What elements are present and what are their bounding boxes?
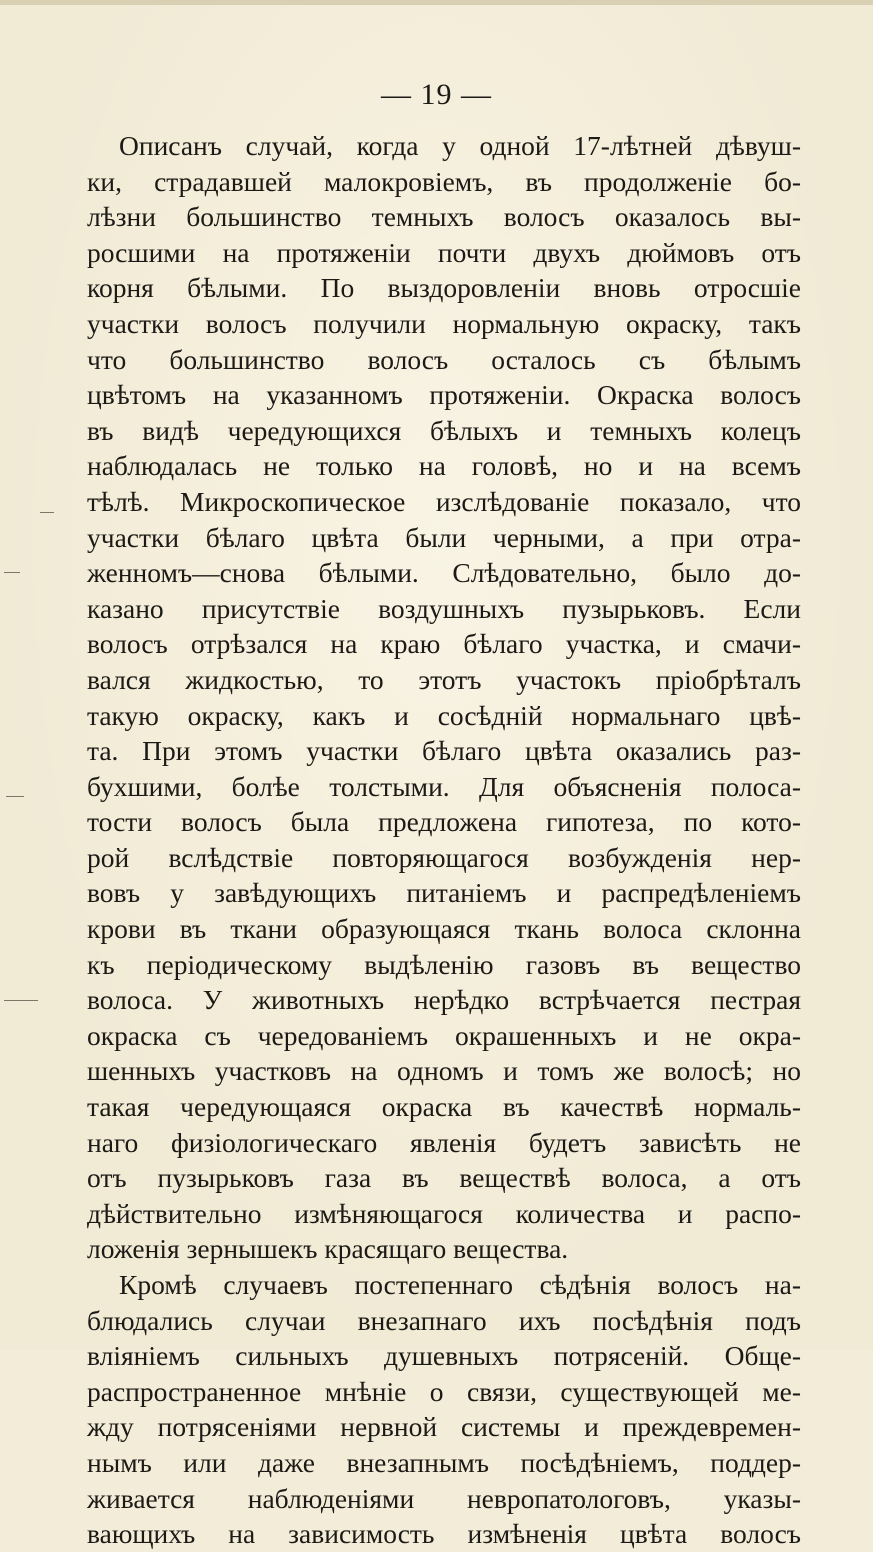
- text-line: ложенія зернышекъ красящаго вещества.: [87, 1233, 569, 1265]
- page-edge: [0, 0, 873, 5]
- text-line: живается наблюденіями невропатологовъ, указы-: [87, 1482, 801, 1514]
- text-line: вліяніемъ сильныхъ душевныхъ потрясеній. Обще-: [87, 1340, 801, 1372]
- text-line: волоса. У животныхъ нерѣдко встрѣчается пестрая: [87, 984, 801, 1016]
- text-line: жду потрясеніями нервной системы и преждевремен-: [87, 1411, 801, 1443]
- text-line: наблюдалась не только на головѣ, но и на всемъ: [87, 450, 801, 482]
- text-line: шенныхъ участковъ на одномъ и томъ же волосѣ; но: [87, 1055, 801, 1087]
- text-line: такая чередующаяся окраска въ качествѣ нормаль-: [87, 1091, 801, 1123]
- text-line: окраска съ чередованіемъ окрашенныхъ и не окра-: [87, 1019, 801, 1051]
- text-line: лѣзни большинство темныхъ волосъ оказалось вы-: [87, 201, 801, 233]
- text-line: участки бѣлаго цвѣта были черными, а при отра-: [87, 521, 801, 553]
- text-line: Кромѣ случаевъ постепеннаго сѣдѣнія волосъ на-: [119, 1269, 801, 1300]
- text-line: та. При этомъ участки бѣлаго цвѣта оказались раз-: [87, 735, 801, 767]
- text-line: отъ пузырьковъ газа въ веществѣ волоса, а отъ: [87, 1162, 801, 1194]
- text-line: вающихъ на зависимость измѣненія цвѣта волосъ: [87, 1518, 801, 1550]
- text-line: такую окраску, какъ и сосѣдній нормальнаго цвѣ-: [87, 699, 801, 731]
- text-line: въ видѣ чередующихся бѣлыхъ и темныхъ колецъ: [87, 414, 801, 446]
- margin-mark: [4, 572, 20, 573]
- text-line: къ періодическому выдѣленію газовъ въ вещество: [87, 948, 801, 980]
- margin-mark: [6, 796, 24, 797]
- text-line: рой вслѣдствіе повторяющагося возбужденія нер-: [87, 841, 801, 873]
- text-line: наго физіологическаго явленія будетъ зависѣть не: [87, 1126, 801, 1158]
- text-line: казано присутствіе воздушныхъ пузырьковъ. Если: [87, 592, 801, 624]
- page-number: — 19 —: [381, 78, 492, 111]
- paragraph: [87, 1267, 801, 1552]
- paragraph: [87, 128, 801, 1267]
- text-line: Описанъ случай, когда у одной 17-лѣтней дѣвуш-: [119, 130, 801, 161]
- text-line: блюдались случаи внезапнаго ихъ посѣдѣнія подъ: [87, 1304, 801, 1336]
- text-line: участки волосъ получили нормальную окраску, такъ: [87, 307, 801, 339]
- margin-mark: [40, 512, 54, 513]
- text-line: волосъ отрѣзался на краю бѣлаго участка, и смачи-: [87, 628, 801, 660]
- text-line: корня бѣлыми. По выздоровленіи вновь отросшіе: [87, 272, 801, 304]
- body-text: [87, 128, 801, 1552]
- text-line: распространенное мнѣніе о связи, существующей ме-: [87, 1375, 801, 1407]
- text-line: вовъ у завѣдующихъ питаніемъ и распредѣленіемъ: [87, 877, 801, 909]
- margin-mark: [4, 1000, 38, 1001]
- text-line: цвѣтомъ на указанномъ протяженіи. Окраска волосъ: [87, 379, 801, 411]
- text-line: что большинство волосъ осталось съ бѣлымъ: [87, 343, 801, 375]
- text-line: росшими на протяженіи почти двухъ дюймовъ отъ: [87, 236, 801, 268]
- text-line: тости волосъ была предложена гипотеза, по кото-: [87, 806, 801, 838]
- text-line: ки, страдавшей малокровіемъ, въ продолженіе бо-: [87, 165, 801, 197]
- text-line: вался жидкостью, то этотъ участокъ пріобрѣталъ: [87, 663, 801, 695]
- text-line: тѣлѣ. Микроскопическое изслѣдованіе показало, что: [87, 485, 801, 517]
- text-line: бухшими, болѣе толстыми. Для объясненія полоса-: [87, 770, 801, 802]
- text-line: крови въ ткани образующаяся ткань волоса склонна: [87, 913, 801, 945]
- text-line: дѣйствительно измѣняющагося количества и распо-: [87, 1197, 801, 1229]
- text-line: женномъ—снова бѣлыми. Слѣдовательно, было до-: [87, 557, 801, 589]
- text-line: нымъ или даже внезапнымъ посѣдѣніемъ, поддер-: [87, 1446, 801, 1478]
